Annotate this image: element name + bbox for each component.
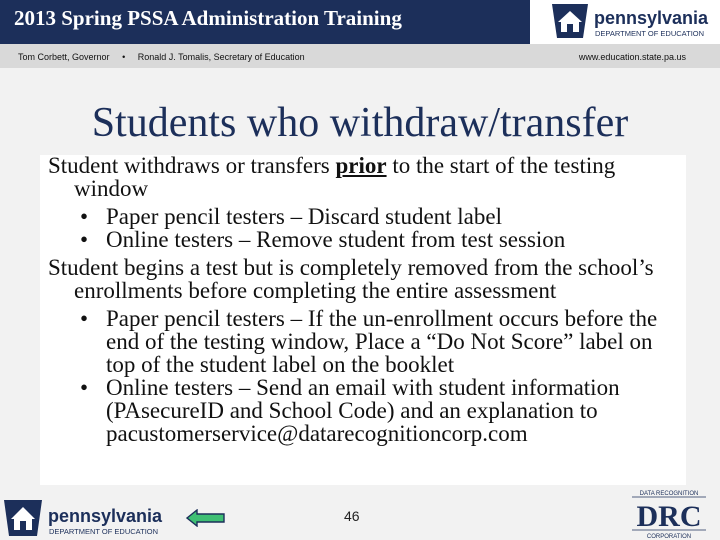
header-title-box: [0, 0, 530, 44]
drc-letters: DRC: [636, 500, 702, 533]
header-title: 2013 Spring PSSA Administration Training: [14, 6, 402, 30]
bullet: •: [80, 375, 89, 400]
secretary-text: Ronald J. Tomalis, Secretary of Education: [137, 52, 305, 62]
logo-dept-text: DEPARTMENT OF EDUCATION: [595, 29, 705, 38]
drc-top-text: DATA RECOGNITION: [639, 491, 699, 497]
slide-title: Students who withdraw/transfer: [91, 100, 629, 146]
keystone-icon: [552, 4, 588, 38]
left-arrow-icon[interactable]: [186, 509, 226, 527]
pa-education-logo-footer: [0, 496, 170, 540]
list-item: [48, 205, 678, 228]
subheader-bar: [0, 44, 720, 68]
drc-bottom-text: CORPORATION: [646, 534, 692, 540]
bullet: •: [80, 306, 89, 331]
list-item: [48, 376, 678, 445]
keystone-icon: [4, 500, 42, 536]
list-item: [48, 228, 678, 251]
pa-education-logo: [548, 2, 718, 42]
footer-logo-dept: DEPARTMENT OF EDUCATION: [49, 527, 159, 536]
p1-text-before: Student withdraws or transfers: [48, 153, 336, 178]
paragraph-removed-during-test: Student begins a test but is completely removed from the school’s enrollments before completing the entire assessment: [48, 255, 654, 303]
footer-logo-name: pennsylvania: [48, 506, 163, 526]
logo-name-text: pennsylvania: [594, 8, 709, 28]
paragraph-prior-withdraw: [48, 154, 678, 200]
bullet-text: Online testers – Send an email with student information (PAsecureID and School Code) and an explanation to pacustomerservice@datarecognitioncorp.com: [106, 375, 620, 446]
p1-text-after: to the start of the testing window: [74, 153, 616, 201]
bullet-text: Online testers – Remove student from test session: [106, 227, 566, 252]
page-number: 46: [344, 508, 360, 524]
separator: •: [122, 52, 126, 62]
header-bar: [0, 0, 720, 44]
bullet: •: [80, 227, 89, 252]
list-item: [48, 307, 678, 376]
bullet-text: Paper pencil testers – If the un-enrollment occurs before the end of the testing window, Place a “Do Not Score” label on top of the student label on the booklet: [106, 306, 658, 377]
slide-body: [48, 154, 678, 445]
website-url: www.education.state.pa.us: [578, 52, 686, 62]
emphasis-prior: prior: [335, 153, 387, 178]
drc-logo: [628, 488, 710, 540]
bullet: •: [80, 204, 89, 229]
bullet-text: Paper pencil testers – Discard student label: [106, 204, 502, 229]
governor-text: Tom Corbett, Governor: [18, 52, 110, 62]
officials: [18, 52, 305, 62]
